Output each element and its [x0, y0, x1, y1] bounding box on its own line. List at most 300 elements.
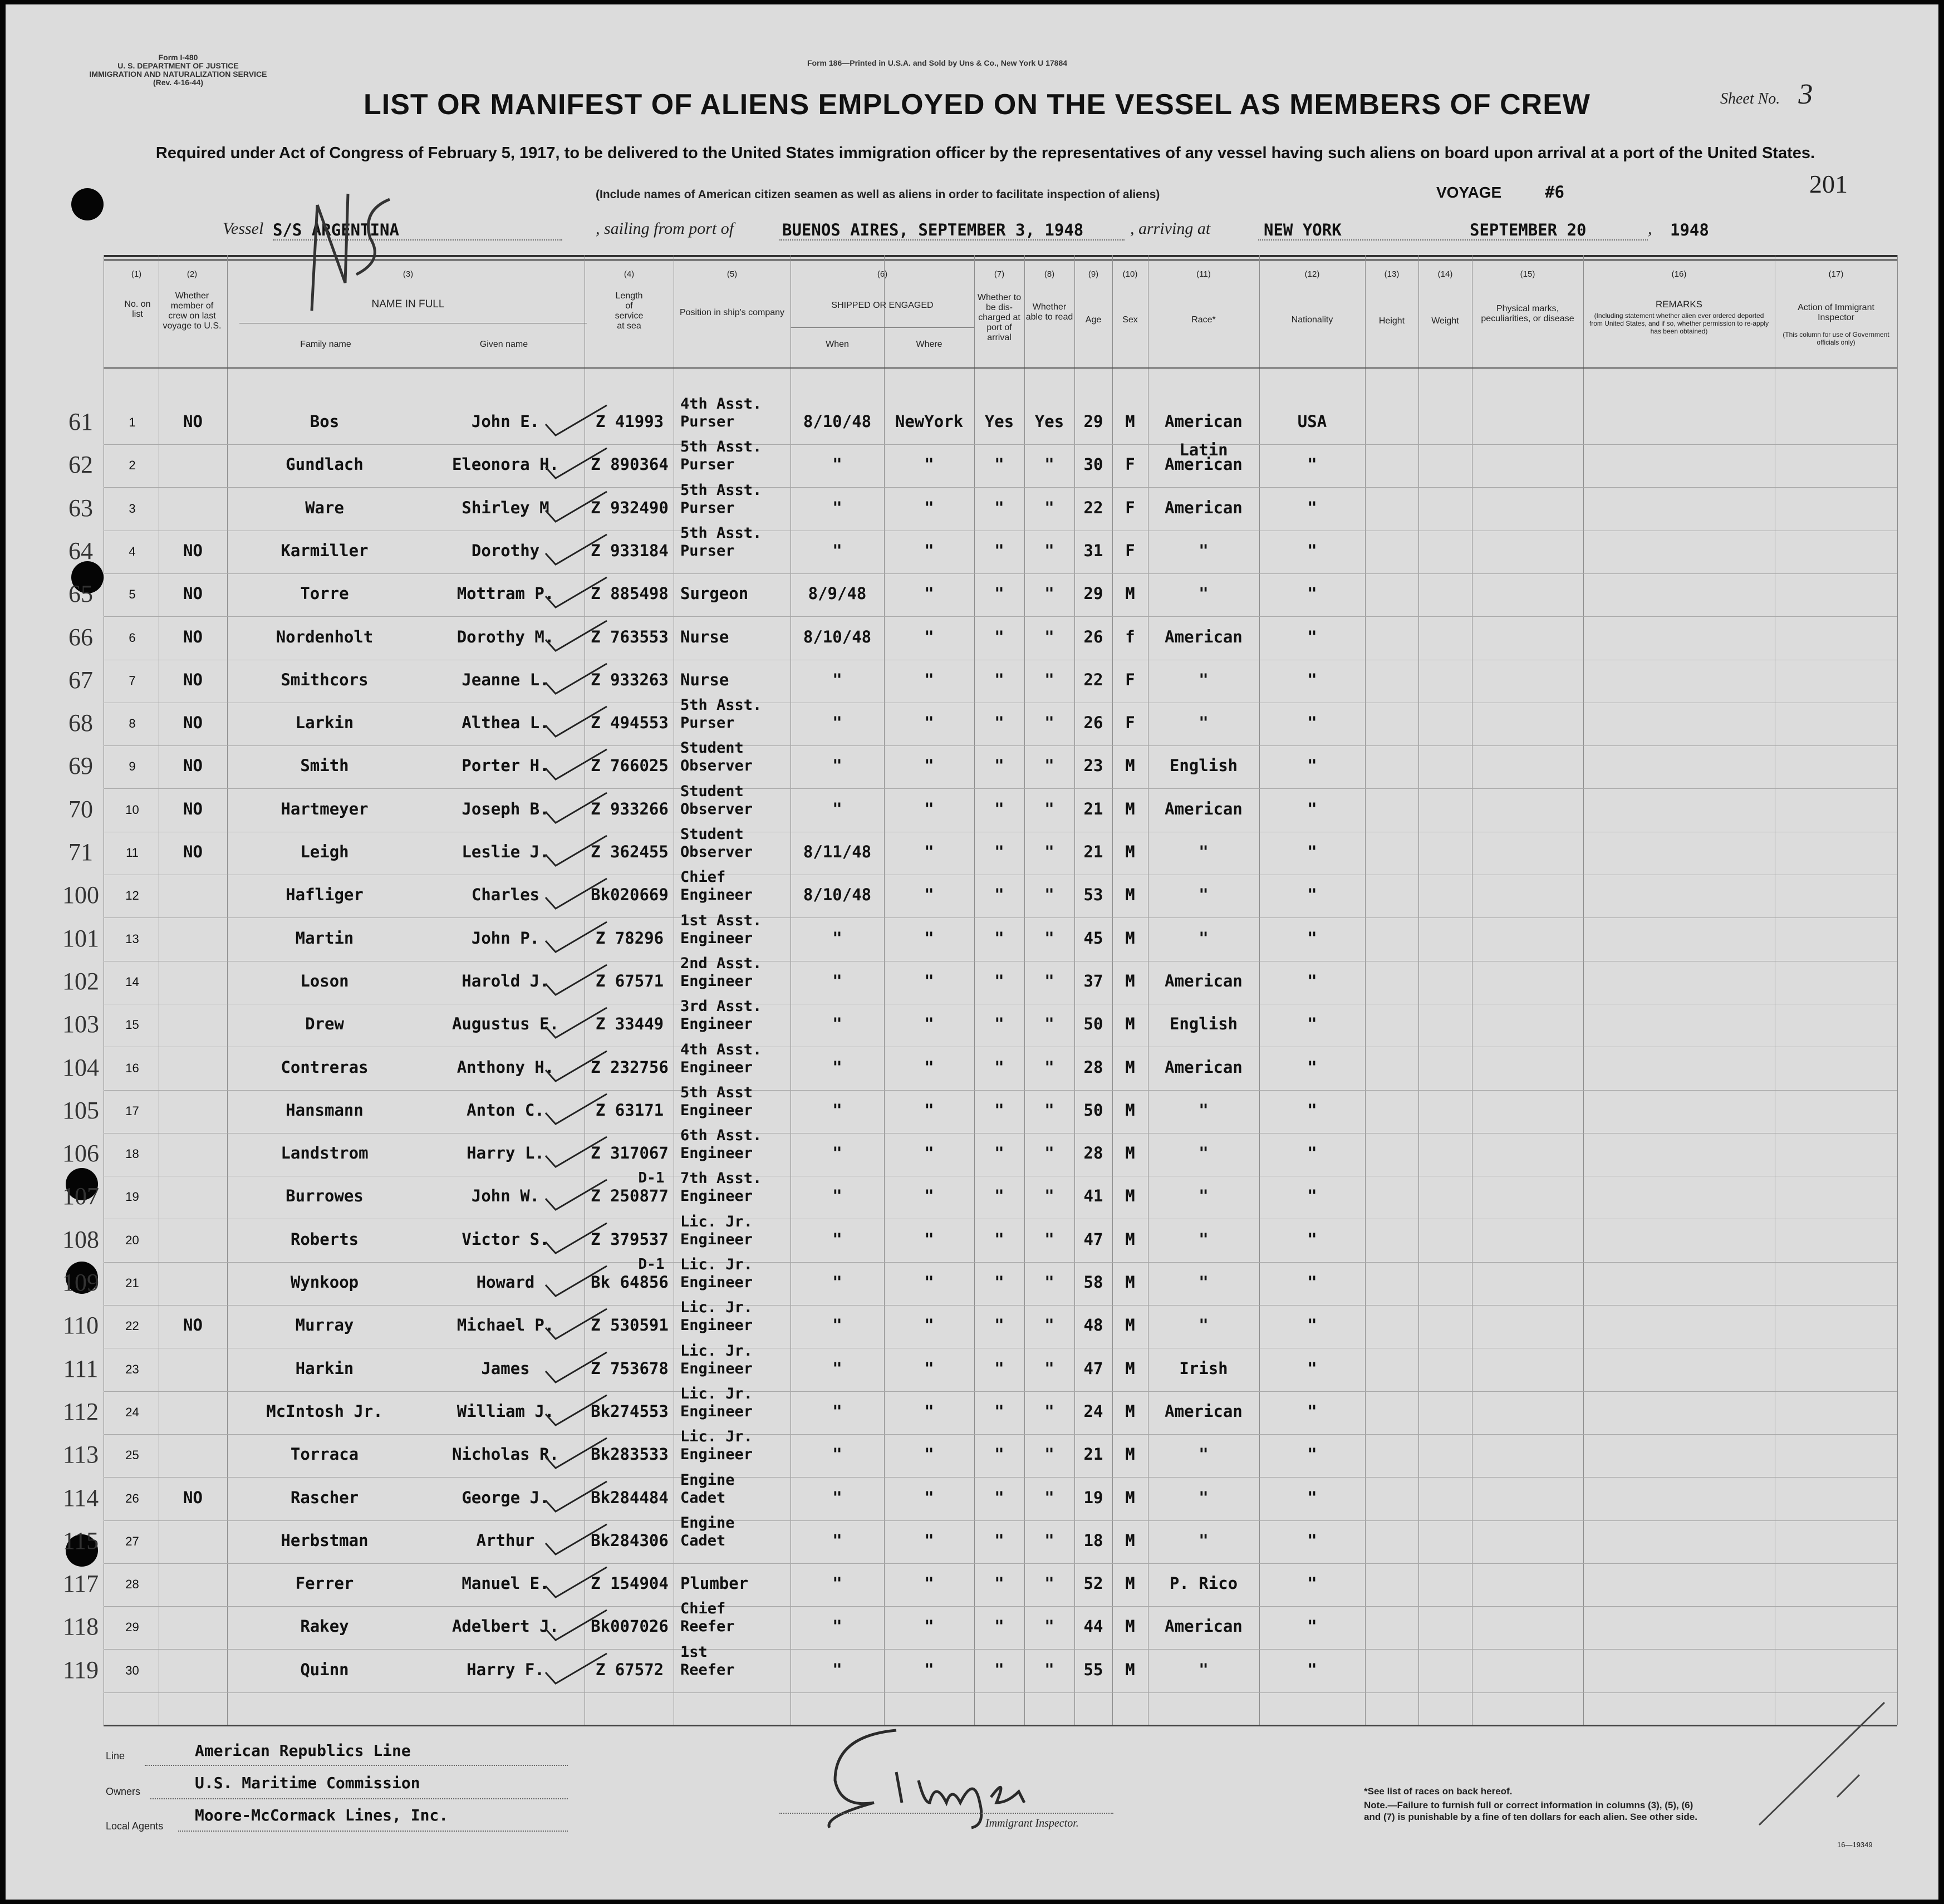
cell-position-line1: Student: [680, 782, 744, 800]
inspector-slash: [1754, 1691, 1887, 1836]
cell-read: ": [1044, 1445, 1054, 1464]
row-number: 6: [129, 630, 136, 645]
cell-where: ": [924, 1358, 934, 1378]
row-stamp-number: 111: [63, 1355, 99, 1382]
cell-position-line1: Lic. Jr.: [680, 1385, 753, 1402]
col4-header: Length of service at sea: [615, 291, 644, 331]
cell-where: ": [924, 1445, 934, 1464]
cell-sex: M: [1125, 799, 1135, 818]
cell-nat: ": [1307, 842, 1317, 861]
cell-position-line1: Student: [680, 739, 744, 757]
row-number: 14: [125, 974, 139, 989]
cell-read: ": [1044, 1358, 1054, 1378]
cell-when: ": [832, 1488, 842, 1507]
cell-disch: ": [994, 1358, 1004, 1378]
cell-given: Victor S.: [462, 1229, 549, 1249]
cell-race2: ": [1199, 1144, 1209, 1163]
col11-header: Race*: [1191, 315, 1216, 325]
cell-service: Bk020669: [591, 885, 669, 905]
cell-service: Z 67571: [595, 971, 664, 990]
cell-race2: American: [1165, 412, 1243, 431]
col3-num: (3): [402, 269, 414, 279]
row-number: 28: [125, 1577, 139, 1592]
cell-given: Nicholas R.: [451, 1445, 559, 1464]
row-stamp-number: 61: [68, 408, 93, 435]
cell-given: Porter H.: [462, 756, 549, 776]
cell-disch: Yes: [984, 412, 1014, 431]
row-stamp-number: 105: [62, 1096, 99, 1124]
cell-service: Z 63171: [595, 1100, 664, 1120]
row-number: 26: [125, 1491, 139, 1505]
row-stamp-number: 107: [62, 1182, 99, 1210]
cell-nat: ": [1307, 971, 1317, 990]
cell-last: NO: [183, 412, 203, 431]
check-mark-icon: [534, 617, 612, 656]
cell-family: Torre: [300, 584, 349, 603]
cell-service: Z 933266: [591, 799, 669, 818]
cell-where: ": [924, 1617, 934, 1636]
cell-nat: ": [1307, 1358, 1317, 1378]
cell-sex: F: [1125, 455, 1135, 474]
cell-last: NO: [183, 541, 203, 560]
cell-position-line1: 5th Asst: [680, 1083, 753, 1101]
cell-when: ": [832, 1316, 842, 1335]
cell-read: ": [1044, 1660, 1054, 1679]
inspector-signature: [813, 1719, 1047, 1831]
cell-age: 47: [1083, 1358, 1103, 1378]
cell-position-line1: 5th Asst.: [680, 481, 762, 499]
cell-position-line2: Engineer: [680, 1402, 753, 1420]
cell-disch: ": [994, 842, 1004, 861]
row-stamp-number: 65: [68, 580, 93, 608]
cell-where: ": [924, 584, 934, 603]
cell-given: Harry L.: [467, 1144, 544, 1163]
check-mark-icon: [534, 1349, 612, 1388]
cell-family: Hansmann: [286, 1100, 364, 1120]
cell-position-line1: Chief: [680, 868, 726, 886]
cell-position-line2: Engineer: [680, 1101, 753, 1119]
cell-position-line1: 3rd Asst.: [680, 998, 762, 1015]
cell-family: Harkin: [295, 1358, 354, 1378]
cell-family: Gundlach: [286, 455, 364, 474]
cell-sex: F: [1125, 498, 1135, 517]
cell-where: ": [924, 1273, 934, 1292]
col13-header: Height: [1378, 316, 1405, 326]
vessel-label: Vessel: [223, 219, 264, 238]
cell-age: 48: [1083, 1316, 1103, 1335]
cell-position-line2: Purser: [680, 456, 735, 474]
cell-service: Z 250877: [591, 1186, 669, 1206]
sheet-label: Sheet No.: [1720, 90, 1780, 107]
sailing-label: , sailing from port of: [596, 219, 734, 238]
cell-nat: ": [1307, 455, 1317, 474]
check-mark-icon: [534, 1478, 612, 1517]
cell-race2: ": [1199, 928, 1209, 948]
cell-disch: ": [994, 1057, 1004, 1077]
cell-family: Hafliger: [286, 885, 364, 905]
cell-disch: ": [994, 1660, 1004, 1679]
form-dept: U. S. DEPARTMENT OF JUSTICE: [117, 61, 239, 70]
cell-where: ": [924, 713, 934, 733]
cell-when: ": [832, 928, 842, 948]
cell-when: ": [832, 1617, 842, 1636]
cell-disch: ": [994, 1186, 1004, 1206]
cell-family: Quinn: [300, 1660, 349, 1679]
agents-value: Moore-McCormack Lines, Inc.: [195, 1806, 449, 1824]
row-stamp-number: 103: [62, 1010, 99, 1038]
cell-where: NewYork: [895, 412, 964, 431]
cell-sex: M: [1125, 1530, 1135, 1550]
cell-age: 29: [1083, 584, 1103, 603]
cell-disch: ": [994, 627, 1004, 646]
cell-when: ": [832, 670, 842, 689]
row-stamp-number: 110: [62, 1312, 99, 1339]
cell-given: John E.: [471, 412, 540, 431]
row-number: 3: [129, 501, 136, 516]
cell-age: 19: [1083, 1488, 1103, 1507]
cell-disch: ": [994, 455, 1004, 474]
check-mark-icon: [534, 1091, 612, 1130]
cell-race2: American: [1165, 799, 1243, 818]
cell-age: 18: [1083, 1530, 1103, 1550]
cell-when: ": [832, 1100, 842, 1120]
race-note: *See list of races on back hereof.: [1364, 1786, 1513, 1797]
row-number: 18: [125, 1147, 139, 1161]
cell-age: 58: [1083, 1273, 1103, 1292]
cell-read: ": [1044, 1530, 1054, 1550]
cell-service: Z 33449: [595, 1014, 664, 1034]
cell-disch: ": [994, 1488, 1004, 1507]
cell-service: Z 362455: [591, 842, 669, 861]
cell-race2: ": [1199, 1660, 1209, 1679]
col6-where-header: Where: [916, 340, 942, 349]
cell-race2: ": [1199, 1530, 1209, 1550]
cell-when: ": [832, 971, 842, 990]
row-stamp-number: 69: [68, 752, 93, 780]
cell-sex: M: [1125, 971, 1135, 990]
cell-when: ": [832, 1401, 842, 1421]
cell-when: ": [832, 1445, 842, 1464]
row-number: 17: [125, 1103, 139, 1118]
cell-family: Martin: [295, 928, 354, 948]
printer-line: Form 186—Printed in U.S.A. and Sold by Uns & Co., New York U 17884: [807, 58, 1068, 67]
col6-num: (6): [877, 269, 888, 279]
cell-when: 8/10/48: [803, 885, 872, 905]
cell-given: Althea L.: [462, 713, 549, 733]
cell-nat: ": [1307, 1574, 1317, 1593]
cell-read: ": [1044, 1617, 1054, 1636]
col4-num: (4): [624, 269, 635, 279]
cell-position-line2: Purser: [680, 714, 735, 732]
cell-service: Bk007026: [591, 1617, 669, 1636]
cell-position-line2: Purser: [680, 542, 735, 560]
cell-read: ": [1044, 799, 1054, 818]
row-stamp-number: 71: [68, 838, 93, 866]
cell-disch: ": [994, 713, 1004, 733]
cell-family: Roberts: [290, 1229, 359, 1249]
row-stamp-number: 102: [62, 967, 99, 995]
cell-when: ": [832, 1229, 842, 1249]
cell-position-line2: Engineer: [680, 1145, 753, 1162]
cell-race2: Irish: [1179, 1358, 1228, 1378]
cell-position-line1: Lic. Jr.: [680, 1299, 753, 1317]
cell-position-line2: Engineer: [680, 972, 753, 990]
cell-position-line2: Reefer: [680, 1661, 735, 1679]
cell-position-line1: 1st Asst.: [680, 911, 762, 929]
row-divider: [104, 573, 1897, 574]
row-divider: [104, 1391, 1897, 1392]
cell-age: 28: [1083, 1057, 1103, 1077]
cell-position-line1: 7th Asst.: [680, 1170, 762, 1187]
cell-when: ": [832, 713, 842, 733]
arrival-date: SEPTEMBER 20: [1470, 220, 1587, 239]
check-mark-icon: [534, 1133, 612, 1172]
cell-sex: F: [1125, 713, 1135, 733]
cell-position-line2: Observer: [680, 757, 753, 775]
row-stamp-number: 118: [62, 1613, 99, 1641]
cell-position-line1: Lic. Jr.: [680, 1428, 753, 1446]
row-divider: [104, 1649, 1897, 1650]
cell-where: ": [924, 1229, 934, 1249]
check-mark-icon: [534, 1607, 612, 1646]
cell-when: ": [832, 1660, 842, 1679]
cell-when: ": [832, 1186, 842, 1206]
row-number: 22: [125, 1319, 139, 1333]
cell-given: Shirley M: [462, 498, 549, 517]
grid-line: [1583, 255, 1584, 1725]
row-number: 16: [125, 1061, 139, 1075]
cell-age: 53: [1083, 885, 1103, 905]
cell-family: Rakey: [300, 1617, 349, 1636]
cell-service: Z 379537: [591, 1229, 669, 1249]
cell-read: ": [1044, 498, 1054, 517]
cell-position-line2: Purser: [680, 413, 735, 430]
col12-num: (12): [1304, 269, 1320, 279]
sheet-number-block: [1720, 78, 1813, 111]
col13-num: (13): [1384, 269, 1400, 279]
cell-disch: ": [994, 584, 1004, 603]
cell-sex: M: [1125, 885, 1135, 905]
cell-given: Harold J.: [462, 971, 549, 990]
cell-disch: ": [994, 756, 1004, 776]
cell-read: ": [1044, 1316, 1054, 1335]
cell-read: ": [1044, 1488, 1054, 1507]
cell-position: Surgeon: [680, 584, 749, 603]
check-mark-icon: [534, 1220, 612, 1259]
check-mark-icon: [534, 1176, 612, 1215]
cell-where: ": [924, 627, 934, 646]
row-number: 11: [126, 846, 139, 860]
row-number: 15: [125, 1018, 139, 1032]
row-stamp-number: 113: [62, 1441, 99, 1469]
page-subtitle: Required under Act of Congress of February 5, 1917, to be delivered to the United States immigration officer by the representatives of any vessel having such aliens on board upon arrival at a port of the United States.: [155, 144, 1815, 162]
cell-where: ": [924, 1488, 934, 1507]
check-mark-icon: [534, 1650, 612, 1689]
row-stamp-number: 115: [62, 1527, 99, 1554]
row-divider: [104, 1305, 1897, 1306]
row-stamp-number: 112: [62, 1397, 99, 1425]
cell-family: Murray: [295, 1316, 354, 1335]
stamp-number: 201: [1809, 170, 1848, 198]
cell-nat: ": [1307, 1401, 1317, 1421]
row-number: 12: [125, 889, 139, 903]
cell-service: Z 932490: [591, 498, 669, 517]
cell-given: George J.: [462, 1488, 549, 1507]
cell-race2: English: [1169, 1014, 1238, 1034]
row-divider: [104, 1692, 1897, 1693]
cell-disch: ": [994, 885, 1004, 905]
check-mark-icon: [534, 961, 612, 1000]
check-mark-icon: [534, 919, 612, 958]
col16-subheader: (Including statement whether alien ever ordered deported from United States, and if so, whether permission to re-apply has been obtained): [1589, 312, 1769, 335]
cell-age: 21: [1083, 842, 1103, 861]
cell-read: ": [1044, 455, 1054, 474]
cell-nat: ": [1307, 1144, 1317, 1163]
cell-race2: ": [1199, 1100, 1209, 1120]
cell-service: Z 317067: [591, 1144, 669, 1163]
cell-given: Michael P.: [456, 1316, 554, 1335]
check-mark-icon: [534, 746, 612, 785]
cell-given: Charles: [471, 885, 540, 905]
cell-service: Z 67572: [595, 1660, 664, 1679]
cell-race2: ": [1199, 1186, 1209, 1206]
cell-position: Nurse: [680, 670, 729, 689]
cell-service: Z 890364: [591, 455, 669, 474]
col1-header: No. on list: [124, 300, 151, 319]
cell-where: ": [924, 1014, 934, 1034]
row-stamp-number: 119: [62, 1656, 99, 1684]
cell-race2: ": [1199, 541, 1209, 560]
row-stamp-number: 106: [62, 1140, 99, 1167]
cell-when: ": [832, 1057, 842, 1077]
cell-position-line2: Purser: [680, 499, 735, 517]
cell-family: Nordenholt: [276, 627, 374, 646]
cell-where: ": [924, 541, 934, 560]
line-value: American Republics Line: [195, 1741, 411, 1760]
cell-where: ": [924, 1574, 934, 1593]
print-code: 16—19349: [1837, 1841, 1873, 1849]
cell-position-line2: Cadet: [680, 1532, 726, 1549]
col3-header: NAME IN FULL: [371, 298, 445, 310]
row-number: 29: [125, 1620, 139, 1635]
sheet-number: 3: [1798, 78, 1813, 110]
cell-service: Z 753678: [591, 1358, 669, 1378]
cell-position-line1: 4th Asst.: [680, 395, 762, 413]
cell-nat: ": [1307, 627, 1317, 646]
cell-given: Anton C.: [467, 1100, 544, 1120]
cell-service: Z 766025: [591, 756, 669, 776]
cell-position-line2: Engineer: [680, 1230, 753, 1248]
col10-num: (10): [1122, 269, 1138, 279]
cell-race-line1: Latin: [1179, 440, 1228, 460]
col6-when-header: When: [826, 340, 849, 349]
row-divider: [104, 1262, 1897, 1263]
cell-age: 24: [1083, 1401, 1103, 1421]
cell-race2: ": [1199, 885, 1209, 905]
cell-race2: P. Rico: [1169, 1574, 1238, 1593]
cell-service: Z 154904: [591, 1574, 669, 1593]
cell-disch: ": [994, 799, 1004, 818]
row-stamp-number: 68: [68, 709, 93, 737]
cell-sex: F: [1125, 541, 1135, 560]
cell-when: ": [832, 1144, 842, 1163]
check-mark-icon: [534, 1435, 612, 1474]
row-number: 30: [125, 1663, 139, 1677]
col7-header: Whether to be dis- charged at port of arrival: [977, 293, 1022, 342]
check-mark-icon: [534, 574, 612, 613]
cell-when: 8/11/48: [803, 842, 872, 861]
cell-age: 41: [1083, 1186, 1103, 1206]
cell-disch: ": [994, 1144, 1004, 1163]
cell-read: ": [1044, 1229, 1054, 1249]
cell-service: Bk283533: [591, 1445, 669, 1464]
cell-read: ": [1044, 756, 1054, 776]
inspector-label: Immigrant Inspector.: [985, 1817, 1079, 1829]
cell-where: ": [924, 1186, 934, 1206]
row-stamp-number: 109: [62, 1269, 99, 1296]
row-divider: [104, 917, 1897, 918]
cell-age: 21: [1083, 799, 1103, 818]
cell-age: 21: [1083, 1445, 1103, 1464]
cell-sex: M: [1125, 1574, 1135, 1593]
cell-given: Harry F.: [467, 1660, 544, 1679]
cell-nat: ": [1307, 1445, 1317, 1464]
cell-race2: English: [1169, 756, 1238, 776]
cell-where: ": [924, 1316, 934, 1335]
form-rev: (Rev. 4-16-44): [153, 78, 203, 87]
cell-sex: M: [1125, 1229, 1135, 1249]
cell-disch: ": [994, 1530, 1004, 1550]
cell-position-line1: 6th Asst.: [680, 1127, 762, 1145]
row-divider: [104, 616, 1897, 617]
cell-where: ": [924, 928, 934, 948]
check-mark-icon: [534, 789, 612, 828]
cell-race2: ": [1199, 1488, 1209, 1507]
cell-where: ": [924, 1100, 934, 1120]
cell-nat: ": [1307, 670, 1317, 689]
cell-given: Eleonora H.: [451, 455, 559, 474]
penalty-note: Note.—Failure to furnish full or correct information in columns (3), (5), (6) and (7) is punishable by a fine of ten dollars for each alien. See other side.: [1364, 1800, 1697, 1822]
cell-race2: American: [1165, 1057, 1243, 1077]
cell-disch: ": [994, 1401, 1004, 1421]
cell-given: Mottram P.: [456, 584, 554, 603]
cell-age: 44: [1083, 1617, 1103, 1636]
row-number: 21: [125, 1276, 139, 1290]
cell-given: James: [481, 1358, 530, 1378]
cell-last: NO: [183, 1488, 203, 1507]
vessel-name: S/S ARGENTINA: [273, 220, 399, 239]
cell-position-line1: 5th Asst.: [680, 438, 762, 456]
cell-when: ": [832, 756, 842, 776]
cell-where: ": [924, 670, 934, 689]
cell-nat: ": [1307, 713, 1317, 733]
grid-line: [1418, 255, 1419, 1725]
cell-position-line1: 5th Asst.: [680, 524, 762, 542]
cell-given: Augustus E.: [451, 1014, 559, 1034]
cell-age: 26: [1083, 627, 1103, 646]
cell-family: Herbstman: [281, 1530, 369, 1550]
row-stamp-number: 117: [62, 1570, 99, 1598]
cell-service: Bk284306: [591, 1530, 669, 1550]
cell-nat: ": [1307, 799, 1317, 818]
cell-family: Torraca: [290, 1445, 359, 1464]
cell-read: ": [1044, 627, 1054, 646]
cell-disch: ": [994, 1014, 1004, 1034]
sailing-from: BUENOS AIRES, SEPTEMBER 3, 1948: [782, 220, 1084, 239]
col7-num: (7): [994, 269, 1005, 279]
cell-nat: ": [1307, 1014, 1317, 1034]
cell-given: Anthony H.: [456, 1057, 554, 1077]
